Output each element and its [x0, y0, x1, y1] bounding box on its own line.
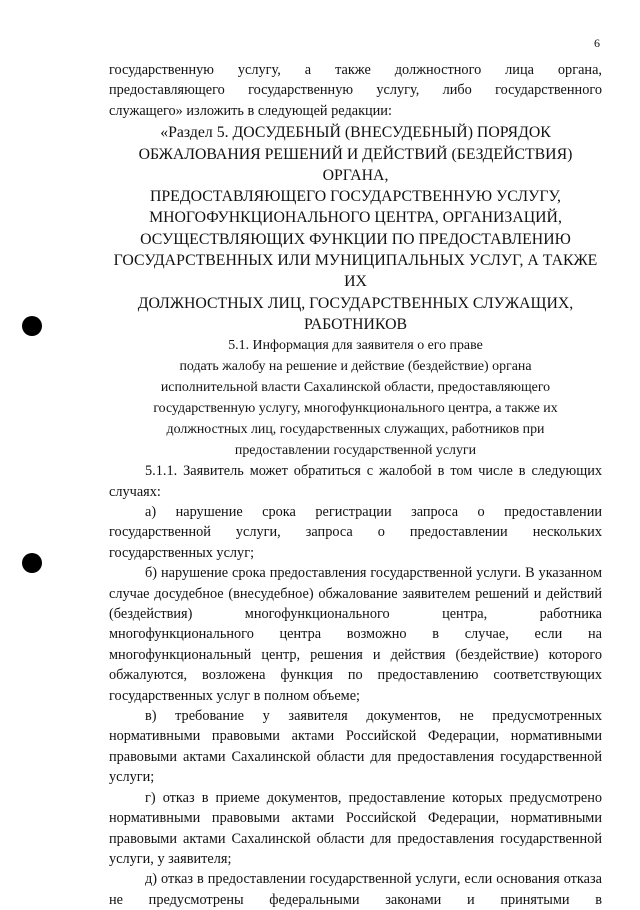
paragraph-5-1-1: 5.1.1. Заявитель может обратиться с жалобой в том числе в следующих случаях: [109, 463, 602, 500]
intro-line: государственную услугу, а также должностного лица органа, [109, 62, 602, 78]
subsection-heading-line: исполнительной власти Сахалинской области, предоставляющего [160, 380, 551, 396]
section-heading-line: «Раздел 5. ДОСУДЕБНЫЙ (ВНЕСУДЕБНЫЙ) ПОРЯДОК [160, 124, 551, 142]
section-heading-line: РАБОТНИКОВ [303, 315, 408, 333]
section-heading-line: МНОГОФУНКЦИОНАЛЬНОГО ЦЕНТРА, ОРГАНИЗАЦИЙ, [149, 209, 562, 227]
section-heading [109, 122, 602, 335]
subsection-heading [109, 335, 602, 461]
subsection-heading-line: подать жалобу на решение и действие (бездействие) органа [179, 359, 532, 375]
section-heading-line: ГОСУДАРСТВЕННЫХ ИЛИ МУНИЦИПАЛЬНЫХ УСЛУГ, А ТАКЖЕ ИХ [113, 252, 598, 291]
paragraph-item-g: г) отказ в приеме документов, предоставление которых предусмотрено нормативными правовыми актами Российской Федерации, нормативными правовыми актами Сахалинской области для предоставления государственной услуги, у заявителя; [109, 789, 602, 867]
intro-line: предоставляющего государственную услугу, либо государственного [109, 82, 602, 99]
subsection-heading-line: 5.1. Информация для заявителя о его праве [228, 338, 483, 354]
subsection-heading-line: должностных лиц, государственных служащих, работников при [166, 422, 545, 438]
section-heading-line: ОСУЩЕСТВЛЯЮЩИХ ФУНКЦИИ ПО ПРЕДОСТАВЛЕНИЮ [140, 230, 571, 248]
binder-hole-bottom [22, 553, 42, 573]
document-body [109, 60, 602, 910]
subsection-heading-line: государственную услугу, многофункционального центра, а также их [153, 401, 558, 417]
subsection-heading-line: предоставлении государственной услуги [234, 443, 477, 459]
page-number: 6 [594, 36, 600, 50]
intro-line: служащего» изложить в следующей редакции: [109, 102, 392, 119]
paragraph-item-a: а) нарушение срока регистрации запроса о предоставлении государственной услуги, запроса о предоставлении нескольких государственных услуг; [109, 504, 602, 561]
paragraph-item-d: д) отказ в предоставлении государственной услуги, если основания отказа не предусмотрены федеральными законами и принятыми в [109, 871, 602, 908]
intro-paragraph [109, 60, 602, 121]
paragraph-item-b: б) нарушение срока предоставления государственной услуги. В указанном случае досудебное (внесудебное) обжалование заявителем решений и действий (бездействия) многофункционального центра, работника многофункционального центра возможно в случае, если на многофункциональный центр, решения и действия (бездействие) которого обжалуются, возложена функция по предоставлению соответствующих государственных услуг в полном объеме; [109, 565, 602, 704]
paragraph-item-v: в) требование у заявителя документов, не предусмотренных нормативными правовыми актами Российской Федерации, нормативными правовыми актами Сахалинской области для предоставления государственной услуги; [109, 708, 602, 786]
section-heading-line: ДОЛЖНОСТНЫХ ЛИЦ, ГОСУДАРСТВЕННЫХ СЛУЖАЩИХ, [137, 294, 574, 312]
binder-hole-top [22, 316, 42, 336]
section-heading-line: ПРЕДОСТАВЛЯЮЩЕГО ГОСУДАРСТВЕННУЮ УСЛУГУ, [149, 188, 562, 206]
section-heading-line: ОБЖАЛОВАНИЯ РЕШЕНИЙ И ДЕЙСТВИЙ (БЕЗДЕЙСТВИЯ) ОРГАНА, [138, 145, 573, 184]
